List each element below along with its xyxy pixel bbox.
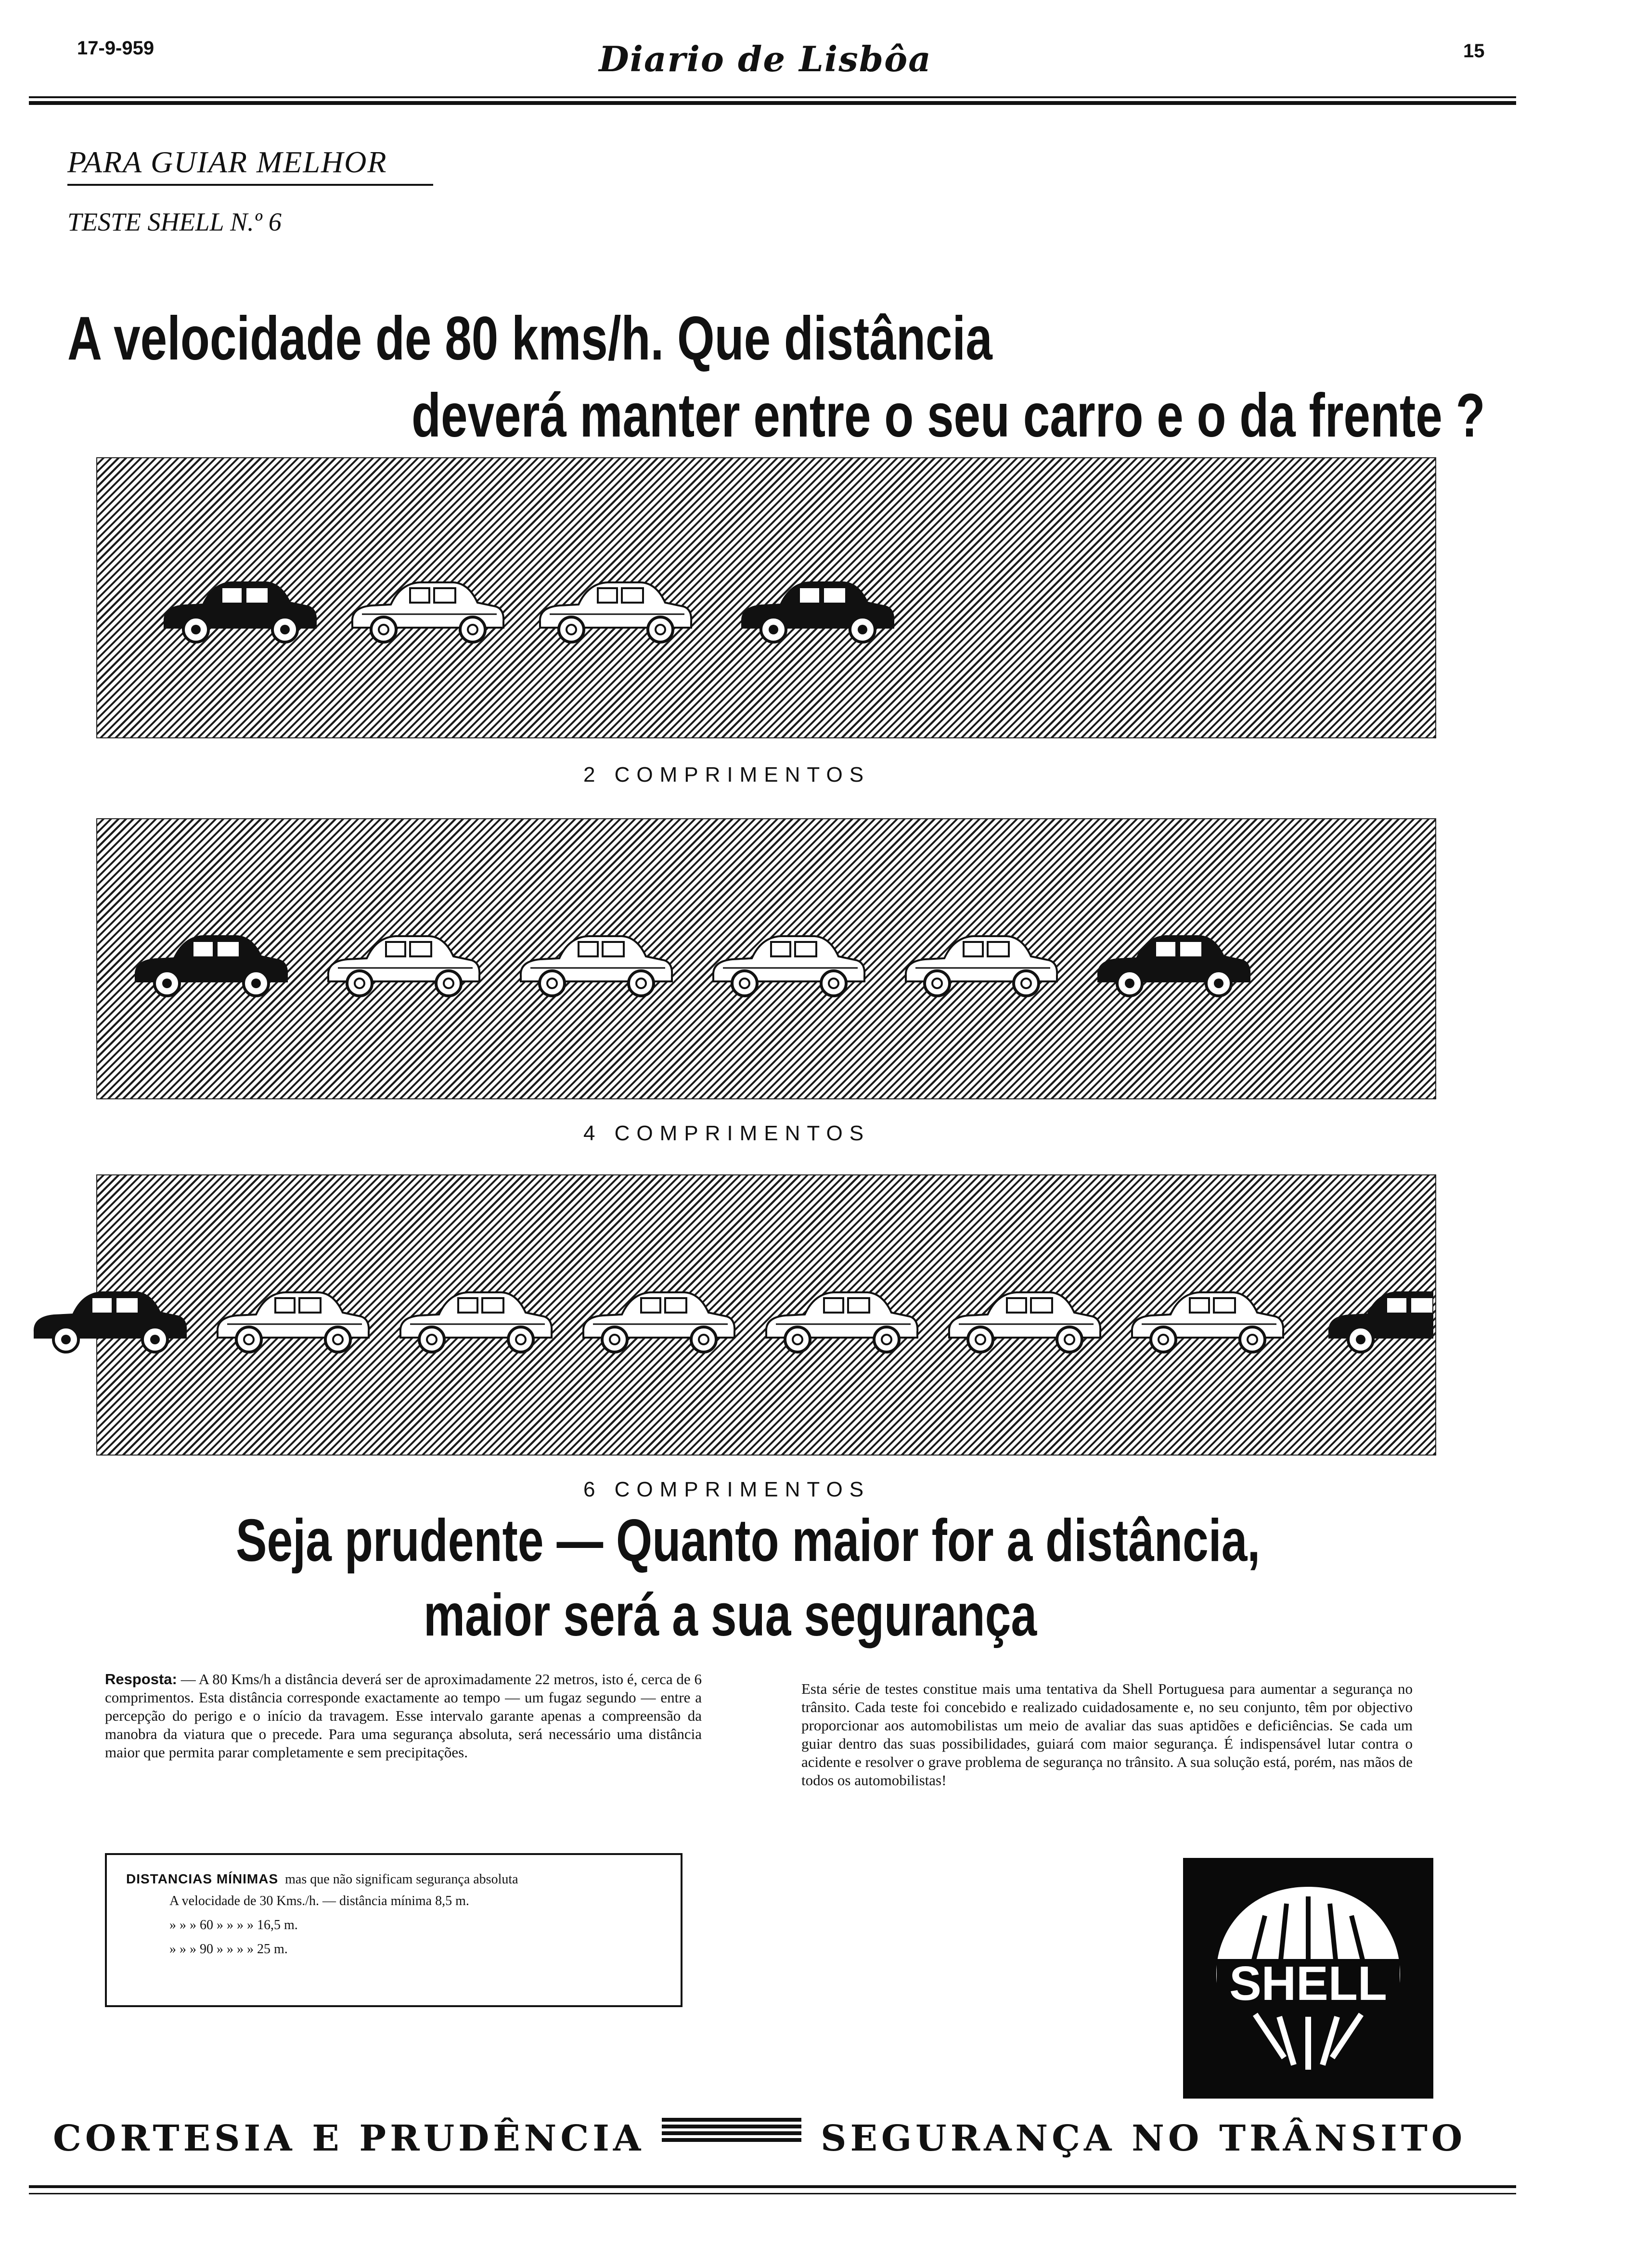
min-distance-row: » » » 90 » » » » 25 m.	[169, 1942, 288, 1957]
min-distances-title: DISTANCIAS MÍNIMAS	[126, 1871, 279, 1886]
shell-logo-text: SHELL	[1229, 1957, 1387, 2010]
answer-paragraph	[105, 1670, 702, 1762]
answer-text: — A 80 Kms/h a distância deverá ser de aproximadamente 22 metros, isto é, cerca de 6 comprimentos. Esta distância corresponde exactamente ao tempo — um fugaz segundo — entre a percepção do perigo e o início da travagem. Esse intervalo garante apenas a compreensão da manobra da viatura que o precede. Para uma segurança absoluta, será necessário uma distância maior que permita parar completamente e sem precipitações.	[105, 1671, 702, 1761]
headline-line-1: A velocidade de 80 kms/h. Que distância	[67, 304, 992, 373]
car-dark-icon	[155, 574, 319, 646]
car-dark-icon	[1320, 1284, 1433, 1356]
car-light-icon	[530, 574, 694, 646]
car-light-icon	[940, 1284, 1103, 1356]
masthead-rule	[29, 96, 1516, 98]
test-number: TESTE SHELL N.º 6	[67, 207, 282, 236]
section-kicker: PARA GUIAR MELHOR	[67, 144, 433, 186]
car-light-icon	[391, 1284, 554, 1356]
car-light-icon	[319, 928, 482, 1000]
min-distance-row: » » » 60 » » » » 16,5 m.	[169, 1918, 298, 1933]
issue-date: 17-9-959	[77, 38, 154, 59]
car-light-icon	[511, 928, 675, 1000]
car-light-icon	[574, 1284, 737, 1356]
car-dark-icon	[126, 928, 290, 1000]
car-dark-icon	[733, 574, 896, 646]
page-number: 15	[1463, 40, 1485, 62]
shell-logo-icon	[1183, 1858, 1433, 2099]
car-light-icon	[704, 928, 867, 1000]
car-light-icon	[208, 1284, 372, 1356]
min-distances-box	[105, 1853, 682, 2007]
car-light-icon	[757, 1284, 920, 1356]
footer-left: CORTESIA E PRUDÊNCIA	[53, 2118, 645, 2159]
series-note: Esta série de testes constitue mais uma tentativa da Shell Portuguesa para aumentar a segurança no trânsito. Cada teste foi concebido e realizado cuidadosamente e, no seu conjunto, têm por objectivo proporcionar aos automobilistas um meio de avaliar das suas aptidões e deficiências. Se cada um guiar dentro das suas possibilidades, guiará com maior segurança. É indispensável lutar contra o acidente e resolver o grave problema de segurança no trânsito. A sua solução está, porém, nas mãos de todos os automobilistas!	[801, 1680, 1413, 1789]
min-distance-row: A velocidade de 30 Kms./h. — distância mínima 8,5 m.	[169, 1894, 469, 1908]
masthead-rule-thick	[29, 101, 1516, 105]
bottom-rule	[29, 2185, 1516, 2188]
car-light-icon	[1122, 1284, 1286, 1356]
road-panel-4-lengths	[96, 818, 1436, 1099]
slogan-line-1: Seja prudente — Quanto maior for a distância,	[236, 1508, 1261, 1574]
newspaper-title: Diario de Lisbôa	[599, 39, 932, 79]
car-light-icon	[896, 928, 1060, 1000]
road-panel-2-lengths	[96, 457, 1436, 738]
car-light-icon	[343, 574, 506, 646]
caption-2-lengths: 2 COMPRIMENTOS	[583, 763, 871, 786]
slogan-line-2: maior será a sua segurança	[424, 1582, 1037, 1649]
car-dark-icon	[1089, 928, 1252, 1000]
footer-right: SEGURANÇA NO TRÂNSITO	[821, 2118, 1467, 2159]
caption-4-lengths: 4 COMPRIMENTOS	[583, 1121, 871, 1145]
bottom-rule-thin	[29, 2193, 1516, 2194]
car-dark-icon	[25, 1284, 189, 1356]
road-panel-6-lengths	[96, 1174, 1436, 1456]
headline-line-2: deverá manter entre o seu carro e o da frente ?	[412, 381, 1485, 450]
answer-label: Resposta:	[105, 1671, 177, 1688]
caption-6-lengths: 6 COMPRIMENTOS	[583, 1478, 871, 1501]
min-distances-subtitle: mas que não significam segurança absoluta	[285, 1872, 518, 1887]
equals-bars	[662, 2118, 801, 2149]
